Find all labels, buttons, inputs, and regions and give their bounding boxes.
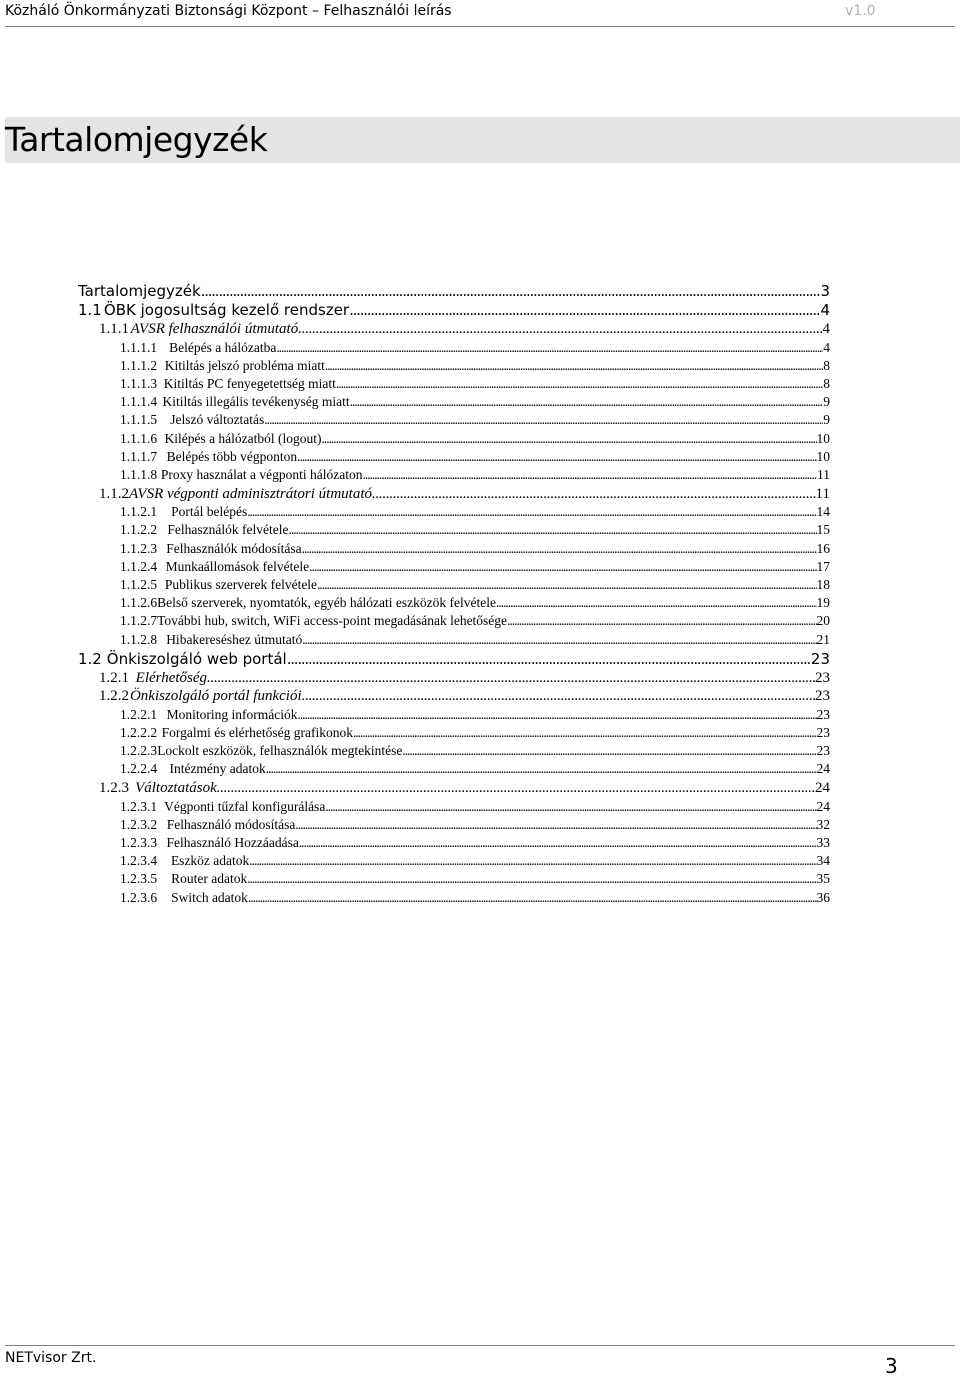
toc-entry[interactable] <box>120 375 830 392</box>
toc-entry[interactable] <box>120 706 830 723</box>
toc-entry-page: 23 <box>815 688 830 705</box>
toc-dot-leader <box>249 852 816 869</box>
toc-entry-page: 24 <box>816 798 830 814</box>
toc-dot-leader <box>302 631 816 648</box>
toc-entry-page: 16 <box>816 540 830 556</box>
toc-entry-title: Hibakereséshez útmutató <box>166 631 303 647</box>
toc-entry[interactable] <box>120 742 830 759</box>
toc-entry-title: Belső szerverek, nyomtatók, egyéb hálózati eszközök felvétele <box>157 595 496 611</box>
toc-dot-leader <box>287 650 811 668</box>
toc-entry-title: Jelszó változtatás <box>170 412 265 428</box>
toc-dot-leader <box>507 612 816 629</box>
toc-entry-page: 24 <box>815 780 830 796</box>
toc-dot-leader <box>276 339 823 356</box>
toc-entry[interactable] <box>120 411 830 428</box>
toc-dot-leader <box>247 870 816 887</box>
toc-entry-title: Belépés a hálózatba <box>169 339 277 355</box>
toc-entry-title: Kitiltás jelszó probléma miatt <box>164 357 325 373</box>
toc-entry-number: 1.1.2.5 <box>120 577 158 592</box>
toc-entry-title: Proxy használat a végponti hálózaton <box>160 467 363 482</box>
toc-entry[interactable] <box>120 834 830 851</box>
toc-entry-number: 1.1 <box>78 301 102 319</box>
toc-entry[interactable] <box>120 760 830 777</box>
toc-entry-number: 1.1.1.2 <box>120 357 158 373</box>
toc-entry-page: 17 <box>816 558 830 574</box>
toc-dot-leader <box>266 760 817 777</box>
toc-dot-leader <box>322 430 817 447</box>
toc-entry-page: 9 <box>823 394 830 410</box>
toc-entry-title: Intézmény adatok <box>169 761 266 777</box>
toc-entry-number: 1.1.1.4 <box>120 394 158 410</box>
toc-dot-leader <box>264 411 823 428</box>
toc-entry-title: Önkiszolgáló web portál <box>106 649 287 668</box>
toc-dot-leader <box>353 724 817 741</box>
toc-dot-leader <box>298 320 822 338</box>
toc-entry-title: Switch adatok <box>171 889 248 905</box>
toc-entry-page: 35 <box>816 871 830 887</box>
page-number: 3 <box>885 1354 898 1378</box>
toc-entry-page: 23 <box>816 706 830 722</box>
document-title: Közháló Önkormányzati Biztonsági Központ – Felhasználói leírás <box>5 3 452 19</box>
toc-entry[interactable] <box>120 889 830 906</box>
toc-entry[interactable] <box>78 650 830 668</box>
toc-dot-leader <box>302 540 817 557</box>
toc-heading <box>5 117 960 163</box>
toc-entry-title: Belépés több végponton <box>166 448 298 464</box>
page-header <box>5 0 955 27</box>
toc-dot-leader <box>295 816 816 833</box>
toc-entry-title: AVSR végponti adminisztrátori útmutató <box>129 485 372 502</box>
toc-entry-page: 18 <box>816 577 830 592</box>
toc-dot-leader <box>317 576 816 593</box>
toc-entry-number: 1.1.1 <box>99 321 129 337</box>
toc-entry[interactable] <box>120 724 830 741</box>
company-name: NETvisor Zrt. <box>5 1350 97 1366</box>
toc-entry-title: Lockolt eszközök, felhasználók megtekintése <box>157 743 403 759</box>
toc-entry[interactable] <box>120 357 830 374</box>
toc-entry-page: 10 <box>816 430 830 446</box>
toc-entry-number: 1.2.3 <box>99 780 129 796</box>
toc-dot-leader <box>201 282 821 300</box>
toc-dot-leader <box>302 687 815 705</box>
toc-entry-title: Felhasználó módosítása <box>166 816 296 832</box>
toc-entry-title: Kitiltás illegális tevékenység miatt <box>162 394 350 410</box>
toc-entry-number: 1.1.2.4 <box>120 558 158 574</box>
toc-entry[interactable] <box>120 594 830 611</box>
toc-entry-title: Eszköz adatok <box>170 853 250 869</box>
toc-entry-number: 1.1.1.6 <box>120 430 158 446</box>
toc-entry[interactable] <box>99 485 830 503</box>
toc-entry-number: 1.2.3.1 <box>120 798 158 814</box>
toc-entry[interactable] <box>120 631 830 648</box>
toc-entry-number: 1.1.2.6 <box>120 595 158 611</box>
toc-entry-page: 21 <box>816 631 830 647</box>
toc-entry-number: 1.2.2 <box>99 688 129 705</box>
toc-dot-leader <box>350 393 824 410</box>
toc-entry-title: Monitoring információk <box>166 706 298 722</box>
toc-entry-number: 1.2.3.5 <box>120 871 158 887</box>
toc-entry-page: 9 <box>823 412 830 428</box>
toc-entry-number: 1.2.3.3 <box>120 835 158 850</box>
toc-entry-title: Önkiszolgáló portál funkciói <box>129 688 302 705</box>
toc-entry[interactable] <box>78 301 830 319</box>
toc-entry-number: 1.2.3.2 <box>120 816 158 832</box>
page-footer <box>5 1345 955 1379</box>
toc-entry-page: 14 <box>816 504 830 520</box>
toc-entry-number: 1.1.1.5 <box>120 412 158 428</box>
toc-entry-number: 1.1.2.3 <box>120 540 158 556</box>
toc-entry-title: Végponti tűzfal konfigurálása <box>164 798 326 814</box>
toc-entry-title: Forgalmi és elérhetőség grafikonok <box>161 725 353 740</box>
toc-entry-page: 33 <box>816 835 830 850</box>
toc-entry-page: 19 <box>816 595 830 611</box>
toc-entry-page: 20 <box>816 613 830 629</box>
toc-dot-leader <box>297 448 816 465</box>
toc-entry-title: Kitiltás PC fenyegetettség miatt <box>163 376 336 391</box>
toc-entry-title: Router adatok <box>171 871 248 887</box>
toc-entry-title: Kilépés a hálózatból (logout) <box>164 430 322 446</box>
toc-entry[interactable] <box>120 466 830 483</box>
toc-dot-leader <box>336 375 823 392</box>
toc-entry-title: Elérhetőség <box>135 669 208 686</box>
toc-dot-leader <box>207 669 815 687</box>
toc-entry-page: 11 <box>817 467 830 482</box>
toc-entry-title: Felhasználók módosítása <box>166 540 302 556</box>
toc-dot-leader <box>402 742 816 759</box>
toc-entry[interactable] <box>99 320 830 338</box>
toc-heading-text: Tartalomjegyzék <box>5 120 268 159</box>
toc-entry[interactable] <box>99 779 830 797</box>
toc-dot-leader <box>299 834 817 851</box>
toc-entry-title: Felhasználók felvétele <box>167 522 289 538</box>
toc-entry-number: 1.2.3.4 <box>120 853 158 869</box>
toc-entry-title: Munkaállomások felvétele <box>165 558 310 574</box>
toc-entry-number: 1.2.2.4 <box>120 761 158 777</box>
toc-entry[interactable] <box>120 448 830 465</box>
toc-entry-number: 1.1.2.1 <box>120 504 158 520</box>
toc-entry-number: 1.1.2.7 <box>120 613 158 629</box>
toc-entry-number: 1.2 <box>78 649 102 668</box>
toc-entry-page: 23 <box>816 743 830 759</box>
toc-dot-leader <box>372 485 816 503</box>
toc-entry-title: Publikus szerverek felvétele <box>164 577 318 592</box>
toc-dot-leader <box>325 798 816 815</box>
toc-entry[interactable] <box>120 798 830 815</box>
toc-entry-page: 3 <box>820 282 830 300</box>
toc-entry[interactable] <box>120 503 830 520</box>
toc-entry-title: Felhasználó Hozzáadása <box>166 835 299 850</box>
toc-entry-title: ÖBK jogosultság kezelő rendszer <box>103 301 350 319</box>
toc-entry[interactable] <box>120 540 830 557</box>
toc-entry-page: 34 <box>816 853 830 869</box>
toc-dot-leader <box>289 521 817 538</box>
toc-entry[interactable] <box>120 558 830 575</box>
toc-entry-page: 10 <box>816 448 830 464</box>
toc-entry[interactable] <box>99 669 830 687</box>
toc-entry-page: 4 <box>823 339 830 355</box>
toc-entry-page: 4 <box>820 301 830 319</box>
toc-entry-page: 15 <box>816 522 830 538</box>
toc-entry-number: 1.1.1.3 <box>120 376 158 391</box>
toc-entry-page: 11 <box>815 485 830 502</box>
toc-entry-page: 24 <box>816 761 830 777</box>
toc-entry[interactable] <box>120 521 830 538</box>
toc-entry-number: 1.1.2 <box>99 485 129 502</box>
toc-entry[interactable] <box>120 430 830 447</box>
toc-dot-leader <box>217 779 815 797</box>
toc-dot-leader <box>349 301 820 319</box>
toc-entry-page: 23 <box>810 649 830 668</box>
toc-entry[interactable] <box>120 870 830 887</box>
toc-dot-leader <box>309 558 816 575</box>
toc-entry-number: 1.1.2.8 <box>120 631 158 647</box>
toc-entry[interactable] <box>120 339 830 356</box>
toc-entry-title: AVSR felhasználói útmutató <box>130 321 299 337</box>
toc-entry[interactable] <box>120 816 830 833</box>
toc-entry[interactable] <box>120 393 830 410</box>
toc-entry-number: 1.2.2.3 <box>120 743 158 759</box>
toc-entry-number: 1.1.1.1 <box>120 339 158 355</box>
toc-entry-title: Portál belépés <box>171 504 248 520</box>
toc-entry[interactable] <box>78 282 830 300</box>
toc-entry[interactable] <box>120 852 830 869</box>
toc-dot-leader <box>325 357 823 374</box>
toc-entry-page: 4 <box>822 321 830 337</box>
toc-entry-title: További hub, switch, WiFi access-point megadásának lehetősége <box>157 613 508 629</box>
toc-entry[interactable] <box>99 687 830 705</box>
toc-dot-leader <box>247 503 816 520</box>
toc-dot-leader <box>297 706 816 723</box>
toc-entry-number: 1.2.2.1 <box>120 706 158 722</box>
toc-entry-number: 1.1.1.7 <box>120 448 158 464</box>
toc-entry-title: Tartalomjegyzék <box>78 282 201 300</box>
toc-entry-number: 1.2.3.6 <box>120 889 158 905</box>
toc-dot-leader <box>248 889 817 906</box>
toc-entry-page: 23 <box>815 669 830 686</box>
toc-entry-page: 8 <box>823 376 830 391</box>
toc-dot-leader <box>363 466 817 483</box>
toc-entry-number: 1.1.1.8 <box>120 467 158 482</box>
toc-entry[interactable] <box>120 576 830 593</box>
toc-entry-number: 1.1.2.2 <box>120 522 158 538</box>
toc-entry-page: 8 <box>823 357 830 373</box>
toc-entry[interactable] <box>120 612 830 629</box>
toc-entry-page: 36 <box>816 889 830 905</box>
toc-entry-page: 23 <box>816 725 830 740</box>
toc-entry-number: 1.2.1 <box>99 669 129 686</box>
toc-entry-title: Változtatások <box>135 780 217 796</box>
toc-entry-page: 32 <box>816 816 830 832</box>
toc-dot-leader <box>496 594 817 611</box>
toc-entry-number: 1.2.2.2 <box>120 725 158 740</box>
document-version: v1.0 <box>845 3 876 19</box>
